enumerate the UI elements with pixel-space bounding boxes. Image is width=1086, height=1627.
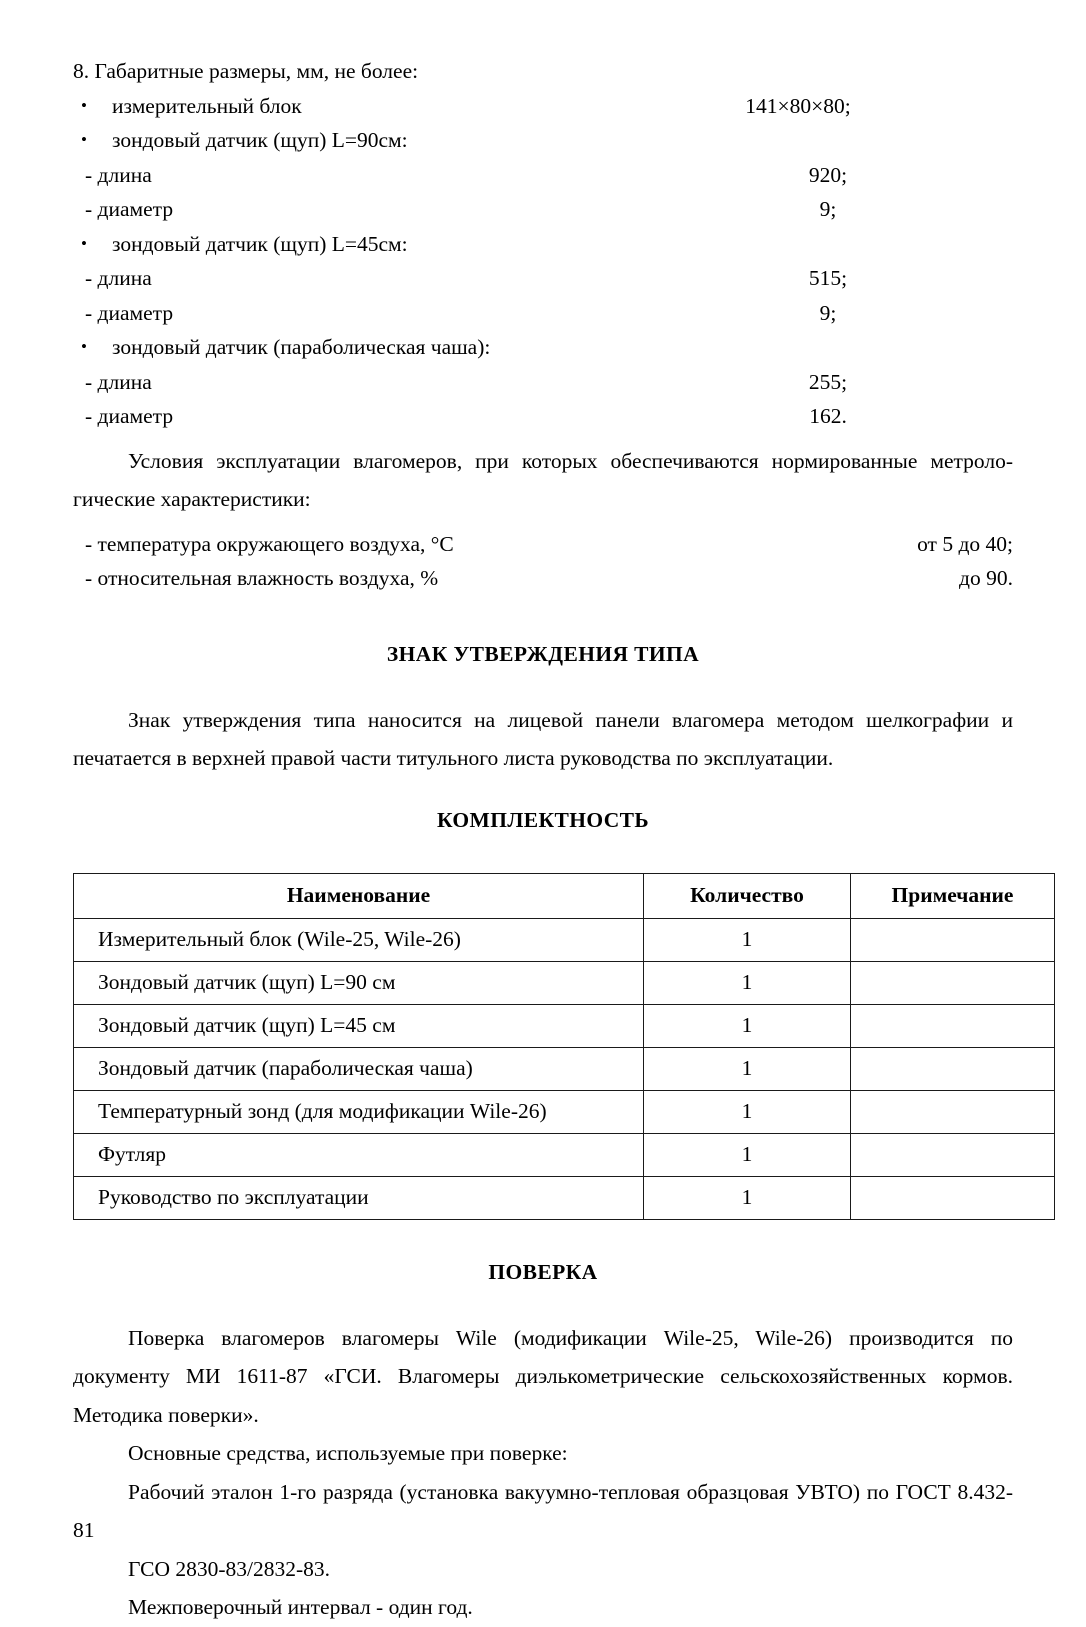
- bullet-icon: •: [81, 233, 87, 253]
- table-row: [74, 918, 1055, 961]
- dimension-value: 515;: [808, 266, 848, 290]
- verification-paragraph-5: Межповерочный интервал - один год.: [128, 1595, 473, 1619]
- dimension-label: зондовый датчик (щуп) L=90см:: [112, 128, 408, 152]
- verification-paragraph-4: ГСО 2830-83/2832-83.: [128, 1556, 331, 1581]
- cell-name: Футляр: [74, 1133, 644, 1176]
- condition-row: [73, 527, 1013, 562]
- cell-note: [851, 1047, 1055, 1090]
- kit-table: [73, 873, 1055, 1220]
- table-row: [74, 1133, 1055, 1176]
- cell-name: Измерительный блок (Wile-25, Wile-26): [74, 918, 644, 961]
- condition-value: от 5 до 40;: [917, 531, 1013, 556]
- conditions-paragraph: Условия эксплуатации влагомеров, при которых обеспечиваются нормированные метроло-гические характеристики:: [73, 448, 1013, 511]
- bullet-icon: •: [81, 130, 87, 149]
- cell-note: [851, 1133, 1055, 1176]
- cell-name: Руководство по эксплуатации: [74, 1176, 644, 1219]
- bullet-icon: •: [81, 337, 87, 356]
- dimension-value: 141×80×80;: [745, 93, 851, 118]
- dimension-value: 9;: [819, 300, 837, 325]
- dimension-value: 162.: [809, 404, 847, 428]
- dimension-row: [73, 123, 1013, 158]
- cell-note: [851, 961, 1055, 1004]
- dimension-label: - диаметр: [85, 300, 174, 325]
- dimension-row: [73, 261, 1013, 296]
- condition-value: до 90.: [959, 566, 1013, 590]
- dimension-label: - длина: [85, 369, 152, 394]
- dimension-row: [73, 227, 1013, 262]
- conditions-list: [73, 527, 1013, 596]
- cell-name: Зондовый датчик (щуп) L=90 см: [74, 961, 644, 1004]
- dimension-label: измерительный блок: [112, 93, 302, 118]
- dimension-label: зондовый датчик (щуп) L=45см:: [112, 231, 408, 256]
- dimension-value: 255;: [808, 369, 848, 394]
- cell-quantity: 1: [644, 961, 851, 1004]
- cell-quantity: 1: [644, 1004, 851, 1047]
- dimension-row: [73, 330, 1013, 365]
- dimension-value: 920;: [808, 162, 848, 187]
- type-approval-title: ЗНАК УТВЕРЖДЕНИЯ ТИПА: [386, 641, 700, 666]
- column-header-note: Примечание: [851, 873, 1055, 918]
- dimension-row: [73, 399, 1013, 434]
- cell-name: Зондовый датчик (параболическая чаша): [74, 1047, 644, 1090]
- verification-title: ПОВЕРКА: [488, 1259, 598, 1284]
- cell-name: Зондовый датчик (щуп) L=45 см: [74, 1004, 644, 1047]
- dimension-label: - длина: [85, 162, 152, 187]
- table-row: [74, 1004, 1055, 1047]
- kit-title: КОМПЛЕКТНОСТЬ: [436, 807, 650, 832]
- verification-paragraph-3: Рабочий эталон 1-го разряда (установка вакуумно-тепловая образцовая УВТО) по ГОСТ 8.432-81: [73, 1479, 1013, 1542]
- table-row: [74, 1176, 1055, 1219]
- dimension-row: [73, 158, 1013, 193]
- table-row: [74, 961, 1055, 1004]
- dimension-label: - диаметр: [85, 197, 174, 221]
- dimension-row: [73, 365, 1013, 400]
- dimensions-intro: 8. Габаритные размеры, мм, не более:: [73, 59, 419, 83]
- type-approval-paragraph: Знак утверждения типа наносится на лицевой панели влагомера методом шелкографии и печатается в верхней правой части титульного листа руководства по эксплуатации.: [73, 707, 1013, 770]
- document-content: [73, 54, 1013, 1627]
- table-header-row: [74, 873, 1055, 918]
- dimension-row: [73, 296, 1013, 331]
- dimension-label: зондовый датчик (параболическая чаша):: [112, 335, 491, 359]
- cell-quantity: 1: [644, 1176, 851, 1219]
- dimensions-list: [73, 89, 1013, 434]
- bullet-icon: •: [81, 95, 87, 115]
- verification-paragraph-1: Поверка влагомеров влагомеры Wile (модификации Wile-25, Wile-26) производится по документу МИ 1611-87 «ГСИ. Влагомеры диэлькометрические сельскохозяйственных кормов. Методика поверки».: [73, 1325, 1013, 1427]
- cell-quantity: 1: [644, 1133, 851, 1176]
- condition-label: - относительная влажность воздуха, %: [85, 566, 439, 590]
- column-header-name: Наименование: [74, 873, 644, 918]
- verification-paragraph-2: Основные средства, используемые при поверке:: [128, 1441, 568, 1465]
- table-row: [74, 1047, 1055, 1090]
- cell-quantity: 1: [644, 1090, 851, 1133]
- cell-note: [851, 1004, 1055, 1047]
- condition-label: - температура окружающего воздуха, °С: [85, 531, 454, 556]
- cell-note: [851, 1090, 1055, 1133]
- dimension-label: - длина: [85, 266, 152, 290]
- table-row: [74, 1090, 1055, 1133]
- cell-note: [851, 1176, 1055, 1219]
- cell-name: Температурный зонд (для модификации Wile-26): [74, 1090, 644, 1133]
- dimension-row: [73, 89, 1013, 124]
- cell-quantity: 1: [644, 1047, 851, 1090]
- dimension-value: 9;: [819, 197, 837, 221]
- column-header-quantity: Количество: [644, 873, 851, 918]
- cell-note: [851, 918, 1055, 961]
- cell-quantity: 1: [644, 918, 851, 961]
- dimension-label: - диаметр: [85, 404, 174, 428]
- condition-row: [73, 561, 1013, 596]
- dimension-row: [73, 192, 1013, 227]
